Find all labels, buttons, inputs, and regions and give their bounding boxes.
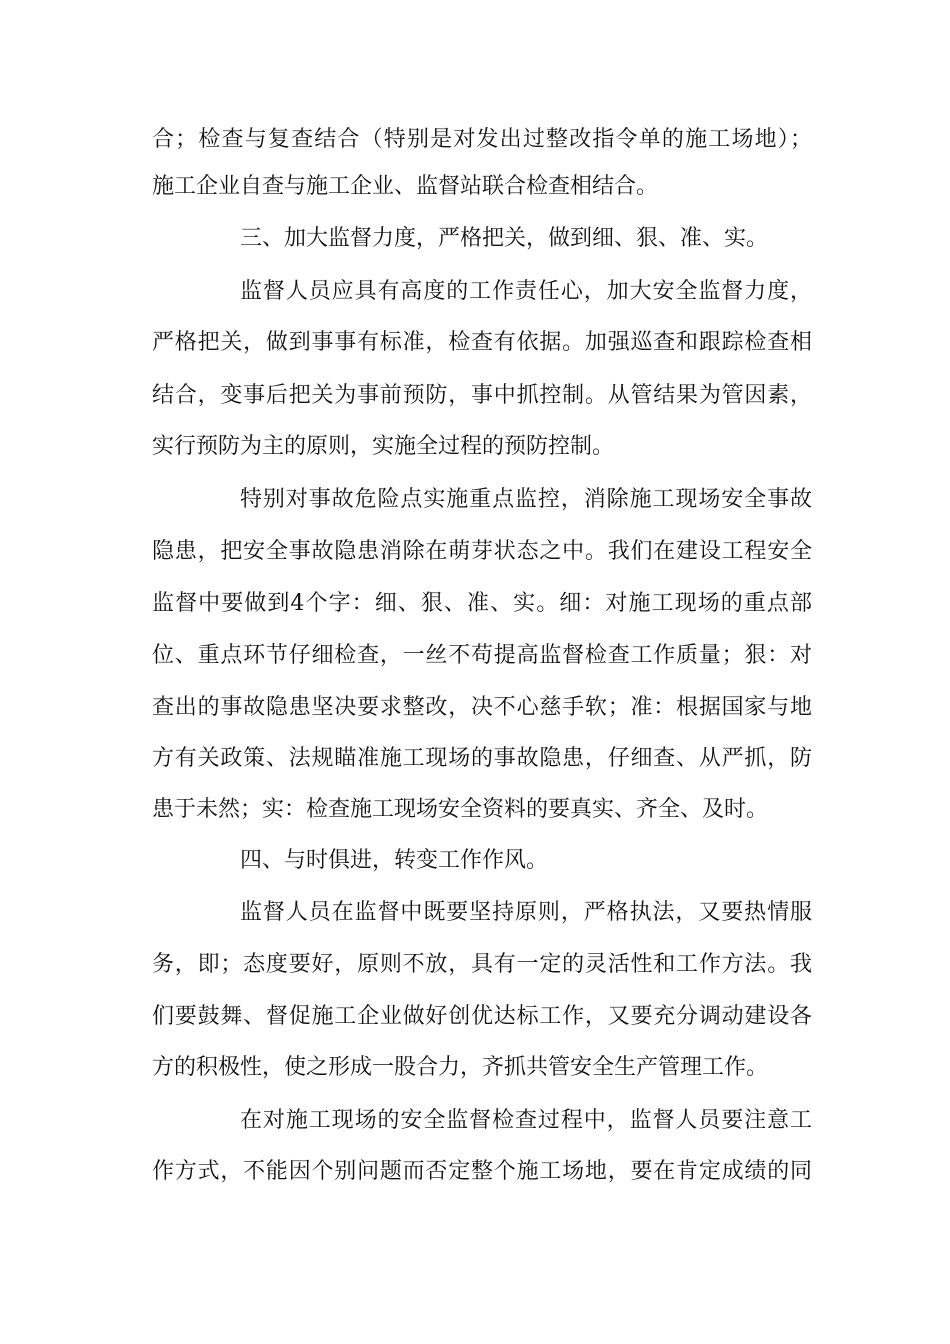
text-line: 方的积极性，使之形成一股合力，齐抓共管安全生产管理工作。 [152, 1055, 769, 1080]
text-line: 方有关政策、法规瞄准施工现场的事故隐患，仔细查、从严抓，防 [152, 746, 812, 771]
text-line: 隐患，把安全事故隐患消除在萌芽状态之中。我们在建设工程安全 [152, 539, 812, 564]
section-heading: 三、加大监督力度，严格把关，做到细、狠、准、实。 [240, 226, 769, 251]
text-line: 务，即；态度要好，原则不放，具有一定的灵活性和工作方法。我 [152, 952, 812, 977]
text-line: 们要鼓舞、督促施工企业做好创优达标工作，又要充分调动建设各 [152, 1004, 812, 1029]
text-line: 作方式，不能因个别问题而否定整个施工场地，要在肯定成绩的同 [152, 1159, 812, 1184]
text-line: 实行预防为主的原则，实施全过程的预防控制。 [152, 434, 615, 459]
text-line: 合；检查与复查结合（特别是对发出过整改指令单的施工场地）； [152, 127, 812, 152]
text-line: 特别对事故危险点实施重点监控，消除施工现场安全事故 [240, 487, 812, 512]
section-heading: 四、与时俱进，转变工作作风。 [240, 848, 549, 873]
text-line: 严格把关，做到事事有标准，检查有依据。加强巡查和跟踪检查相 [152, 330, 812, 355]
text-line: 结合，变事后把关为事前预防，事中抓控制。从管结果为管因素， [152, 383, 812, 408]
text-line: 患于未然；实：检查施工现场安全资料的要真实、齐全、及时。 [152, 797, 769, 822]
text-line: 施工企业自查与施工企业、监督站联合检查相结合。 [152, 174, 659, 199]
text-line: 监督人员应具有高度的工作责任心，加大安全监督力度， [240, 279, 812, 304]
text-line: 查出的事故隐患坚决要求整改，决不心慈手软；准：根据国家与地 [152, 695, 812, 720]
text-line: 位、重点环节仔细检查，一丝不苟提高监督检查工作质量；狠：对 [152, 643, 812, 668]
text-line: 监督人员在监督中既要坚持原则，严格执法，又要热情服 [240, 900, 812, 925]
text-line: 监督中要做到4个字：细、狠、准、实。细：对施工现场的重点部 [152, 591, 812, 616]
text-line: 在对施工现场的安全监督检查过程中，监督人员要注意工 [240, 1108, 812, 1133]
